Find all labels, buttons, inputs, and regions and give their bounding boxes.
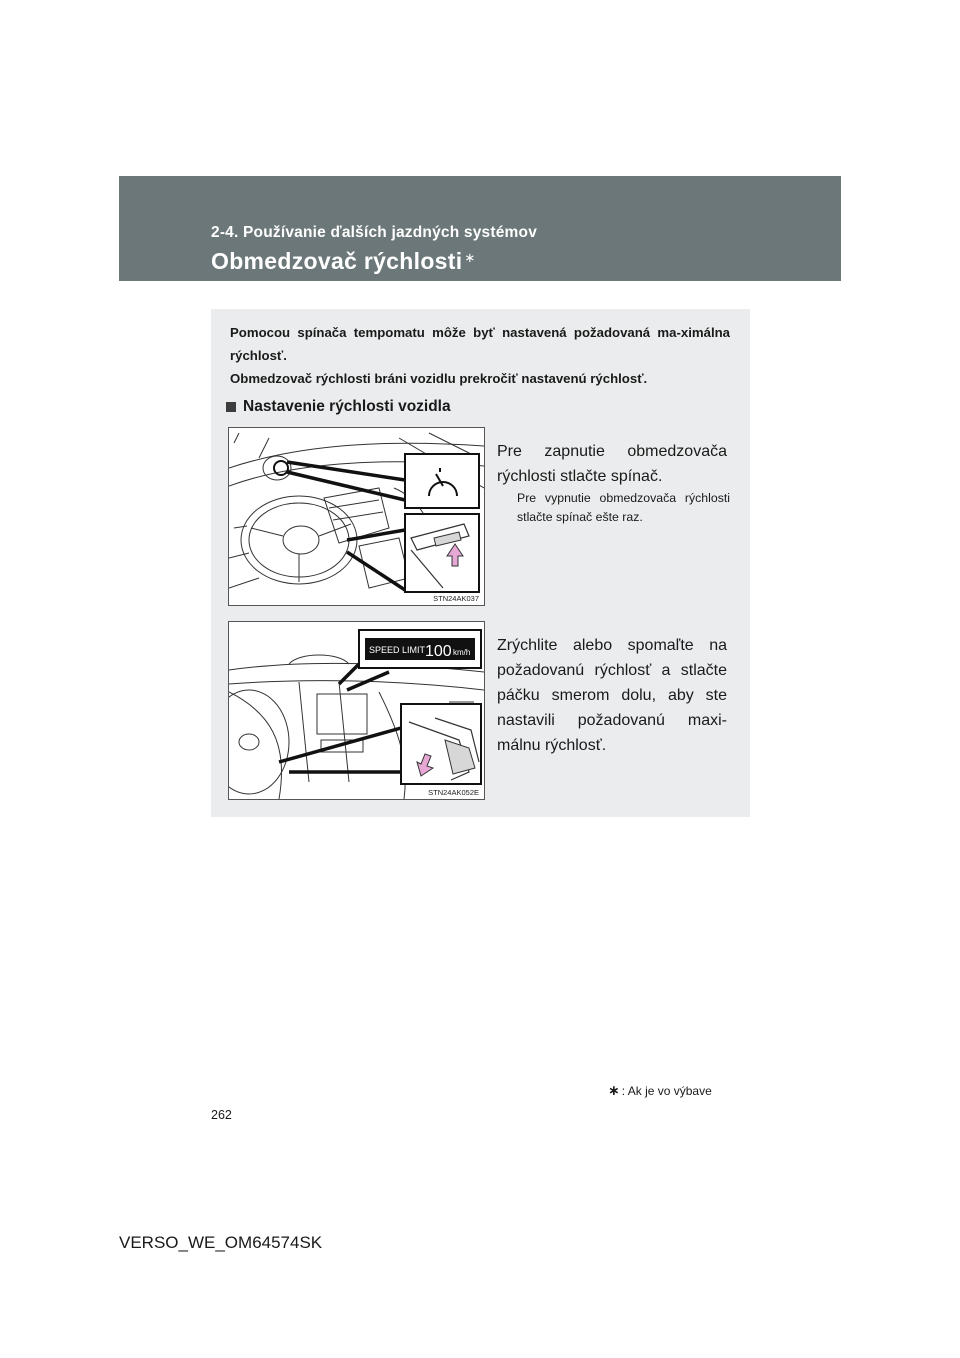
page-title bbox=[211, 248, 476, 275]
subsection-title: Nastavenie rýchlosti vozidla bbox=[243, 398, 451, 415]
footnote bbox=[608, 1082, 712, 1099]
subsection-heading bbox=[226, 398, 451, 416]
intro-line-2: Obmedzovač rýchlosti bráni vozidlu prekročiť nastavenú rýchlosť. bbox=[230, 371, 648, 386]
document-code: VERSO_WE_OM64574SK bbox=[119, 1233, 323, 1252]
header-band bbox=[119, 176, 841, 281]
footnote-asterisk-icon: ∗ bbox=[608, 1082, 620, 1098]
speed-limit-unit: km/h bbox=[453, 648, 471, 657]
page-number: 262 bbox=[211, 1108, 232, 1122]
lever-illustration bbox=[229, 622, 484, 799]
dashboard-illustration bbox=[229, 428, 484, 605]
speed-limit-value: 100 bbox=[425, 643, 452, 660]
figure-speed-limiter-switch bbox=[228, 427, 485, 606]
section-title: 2-4. Používanie ďalších jazdných systémov bbox=[211, 224, 538, 241]
figure-speed-limit-lever bbox=[228, 621, 485, 800]
intro-line-1: Pomocou spínača tempomatu môže byť nastavená požadovaná ma-ximálna rýchlosť. bbox=[230, 325, 730, 363]
page-title-text: Obmedzovač rýchlosti bbox=[211, 248, 463, 274]
step-2-text: Zrýchlite alebo spomaľte na požadovanú rýchlosť a stlačte páčku smerom dolu, aby ste nastavili požadovanú maxi-málnu rýchlosť. bbox=[497, 637, 727, 754]
content-box bbox=[211, 309, 750, 817]
step-1-text: Pre zapnutie obmedzovača rýchlosti stlačte spínač. bbox=[497, 443, 727, 485]
footnote-text: : Ak je vo výbave bbox=[621, 1084, 712, 1098]
square-bullet-icon bbox=[226, 402, 236, 412]
title-footnote-marker: ∗ bbox=[464, 250, 476, 265]
intro bbox=[230, 321, 730, 390]
speed-limit-label: SPEED LIMIT bbox=[369, 645, 426, 655]
step-1-note: Pre vypnutie obmedzovača rýchlosti stlačte spínač ešte raz. bbox=[517, 491, 730, 525]
figure-code: STN24AK052E bbox=[428, 788, 479, 797]
figure-code: STN24AK037 bbox=[433, 594, 479, 603]
